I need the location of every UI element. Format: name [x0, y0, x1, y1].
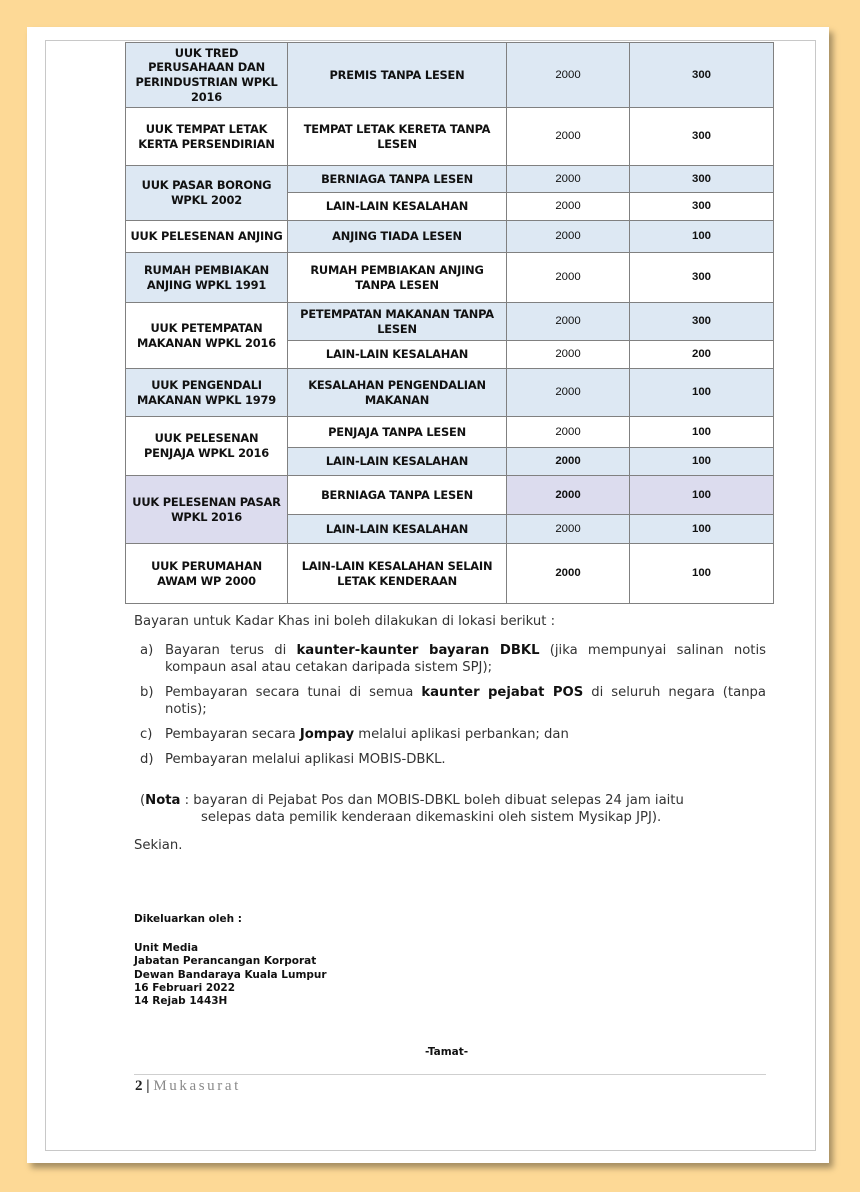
offence-cell: PETEMPATAN MAKANAN TANPA LESEN: [288, 303, 507, 341]
rate-cell: 2000: [507, 515, 630, 544]
list-item: [134, 751, 766, 768]
rate-cell: 2000: [507, 544, 630, 604]
section-cell: UUK PELESENAN PASAR WPKL 2016: [126, 476, 288, 544]
special-rate-cell: 100: [630, 417, 774, 448]
list-item-label: b): [140, 685, 154, 700]
offence-cell: PENJAJA TANPA LESEN: [288, 417, 507, 448]
list-item-text: Bayaran terus di kaunter-kaunter bayaran DBKL (jika mempunyai salinan notis kompaun asal atau cetakan daripada sistem SPJ);: [165, 643, 767, 675]
offence-cell: BERNIAGA TANPA LESEN: [288, 476, 507, 515]
footer-separator: |: [142, 1078, 154, 1094]
rate-cell: 2000: [507, 448, 630, 476]
footer-divider: [134, 1074, 766, 1075]
special-rate-cell: 300: [630, 166, 774, 193]
special-rate-cell: 300: [630, 253, 774, 303]
special-rate-cell: 100: [630, 369, 774, 417]
rate-cell: 2000: [507, 476, 630, 515]
special-rate-cell: 300: [630, 108, 774, 166]
page-number: 2: [135, 1078, 143, 1094]
special-rate-cell: 300: [630, 43, 774, 108]
section-cell: UUK PETEMPATAN MAKANAN WPKL 2016: [126, 303, 288, 369]
rate-cell: 2000: [507, 369, 630, 417]
section-cell: UUK PELESENAN PENJAJA WPKL 2016: [126, 417, 288, 476]
offence-cell: BERNIAGA TANPA LESEN: [288, 166, 507, 193]
section-cell: UUK TEMPAT LETAK KERTA PERSENDIRIAN: [126, 108, 288, 166]
offence-cell: LAIN-LAIN KESALAHAN SELAIN LETAK KENDERAAN: [288, 544, 507, 604]
special-rate-cell: 100: [630, 476, 774, 515]
issuer-unit: Unit Media: [134, 942, 199, 954]
page-footer: [135, 1078, 241, 1095]
rate-cell: 2000: [507, 417, 630, 448]
list-item: [134, 726, 766, 743]
hijri-date: 14 Rejab 1443H: [134, 995, 228, 1008]
section-cell: UUK TRED PERUSAHAAN DAN PERINDUSTRIAN WPKL 2016: [126, 43, 288, 108]
note: [140, 792, 766, 826]
section-cell: RUMAH PEMBIAKAN ANJING WPKL 1991: [126, 253, 288, 303]
offence-cell: LAIN-LAIN KESALAHAN: [288, 448, 507, 476]
rate-cell: 2000: [507, 221, 630, 253]
offence-cell: LAIN-LAIN KESALAHAN: [288, 515, 507, 544]
closing: Sekian.: [134, 838, 183, 853]
issuer-org: Dewan Bandaraya Kuala Lumpur: [134, 968, 327, 981]
special-rate-cell: 100: [630, 221, 774, 253]
special-rate-cell: 300: [630, 193, 774, 221]
note-line: selepas data pemilik kenderaan dikemaskini oleh sistem Mysikap JPJ).: [201, 810, 662, 825]
list-item-label: c): [140, 727, 153, 742]
offence-cell: ANJING TIADA LESEN: [288, 221, 507, 253]
payment-list: [134, 642, 766, 768]
compound-rate-table: [125, 42, 774, 604]
list-item-label: a): [140, 643, 154, 658]
section-cell: UUK PENGENDALI MAKANAN WPKL 1979: [126, 369, 288, 417]
issuer-dept: Jabatan Perancangan Korporat: [134, 955, 317, 968]
note-line: (Nota : bayaran di Pejabat Pos dan MOBIS-DBKL boleh dibuat selepas 24 jam iaitu: [140, 793, 684, 808]
list-item-text: Pembayaran secara tunai di semua kaunter pejabat POS di seluruh negara (tanpa notis);: [165, 685, 766, 717]
issuer-block: [134, 942, 327, 1008]
end-mark: -Tamat-: [425, 1046, 469, 1058]
offence-cell: LAIN-LAIN KESALAHAN: [288, 341, 507, 369]
offence-cell: RUMAH PEMBIAKAN ANJING TANPA LESEN: [288, 253, 507, 303]
offence-cell: PREMIS TANPA LESEN: [288, 43, 507, 108]
rate-cell: 2000: [507, 108, 630, 166]
rate-cell: 2000: [507, 43, 630, 108]
offence-cell: LAIN-LAIN KESALAHAN: [288, 193, 507, 221]
note-label: Nota: [145, 793, 181, 808]
rate-cell: 2000: [507, 303, 630, 341]
rate-cell: 2000: [507, 253, 630, 303]
special-rate-cell: 300: [630, 303, 774, 341]
special-rate-cell: 100: [630, 544, 774, 604]
section-cell: UUK PERUMAHAN AWAM WP 2000: [126, 544, 288, 604]
section-cell: UUK PASAR BORONG WPKL 2002: [126, 166, 288, 221]
list-item-text: Pembayaran secara Jompay melalui aplikasi perbankan; dan: [165, 727, 569, 742]
rate-cell: 2000: [507, 166, 630, 193]
list-item-label: d): [140, 752, 154, 767]
list-item: [134, 684, 766, 718]
offence-cell: KESALAHAN PENGENDALIAN MAKANAN: [288, 369, 507, 417]
list-item-text: Pembayaran melalui aplikasi MOBIS-DBKL.: [165, 752, 446, 767]
issuer-heading: Dikeluarkan oleh :: [134, 913, 242, 925]
offence-cell: TEMPAT LETAK KERETA TANPA LESEN: [288, 108, 507, 166]
list-item: [134, 642, 766, 676]
special-rate-cell: 200: [630, 341, 774, 369]
rate-cell: 2000: [507, 341, 630, 369]
payment-intro: Bayaran untuk Kadar Khas ini boleh dilakukan di lokasi berikut :: [134, 614, 556, 629]
special-rate-cell: 100: [630, 515, 774, 544]
rate-cell: 2000: [507, 193, 630, 221]
issue-date: 16 Februari 2022: [134, 981, 236, 994]
footer-label: Mukasurat: [153, 1078, 241, 1094]
special-rate-cell: 100: [630, 448, 774, 476]
section-cell: UUK PELESENAN ANJING: [126, 221, 288, 253]
